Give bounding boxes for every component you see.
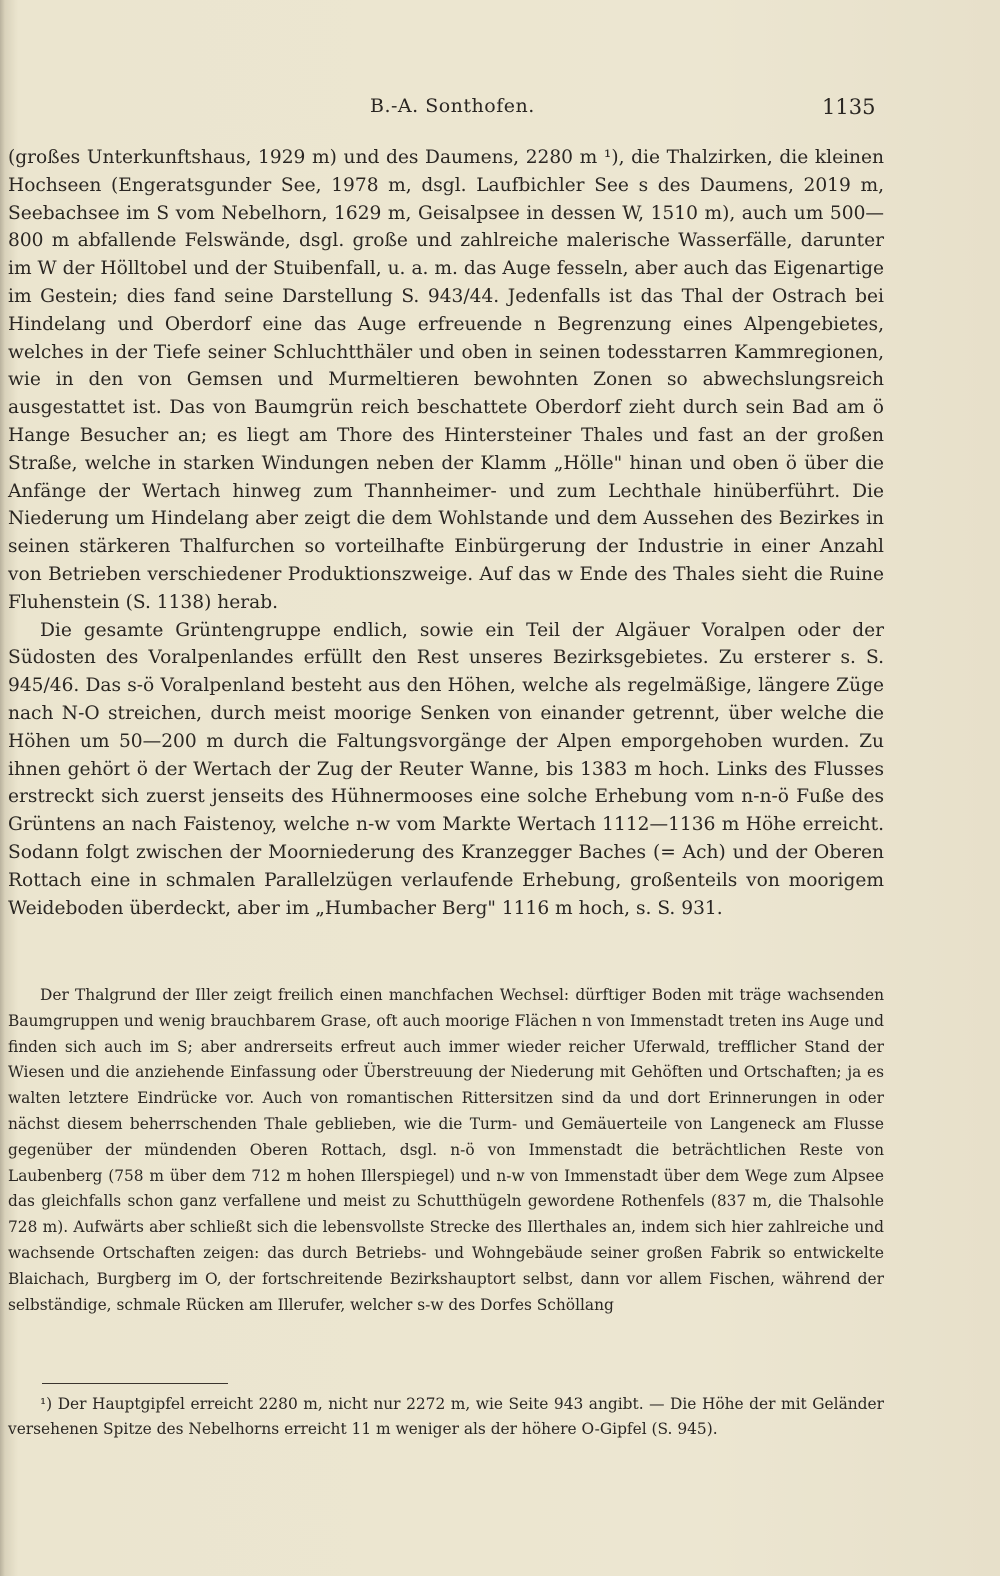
page-number: 1135: [822, 95, 876, 119]
page-header: [0, 95, 1000, 125]
footnote-divider: [42, 1383, 228, 1384]
footnote: [8, 1392, 884, 1442]
paragraph-1: (großes Unterkunftshaus, 1929 m) und des Daumens, 2280 m ¹), die Thalzirken, die kleinen Hochseen (Engeratsgunder See, 1978 m, dsgl. Laufbichler See s des Daumens, 2019 m, Seebachsee im S vom Nebelhorn, 1629 m, Geisalpsee in dessen W, 1510 m), auch um 500—800 m abfallende Felswände, dsgl. große und zahlreiche malerische Wasserfälle, darunter im W der Hölltobel und der Stuibenfall, u. a. m. das Auge fesseln, aber auch das Eigenartige im Gestein; dies fand seine Darstellung S. 943/44. Jedenfalls ist das Thal der Ostrach bei Hindelang und Oberdorf eine das Auge erfreuende n Begrenzung eines Alpengebietes, welches in der Tiefe seiner Schluchtthäler und oben in seinen todesstarren Kammregionen, wie in den von Gemsen und Murmeltieren bewohnten Zonen so abwechslungsreich ausgestattet ist. Das von Baumgrün reich beschattete Oberdorf zieht durch sein Bad am ö Hange Besucher an; es liegt am Thore des Hintersteiner Thales und fast an der großen Straße, welche in starken Windungen neben der Klamm „Hölle" hinan und oben ö über die Anfänge der Wertach hinweg zum Thannheimer- und zum Lechthale hinüberführt. Die Niederung um Hindelang aber zeigt die dem Wohlstande und dem Aussehen des Bezirkes in seinen stärkeren Thalfurchen so vorteilhafte Einbürgerung der Industrie in einer Anzahl von Betrieben verschiedener Produktionszweige. Auf das w Ende des Thales sieht die Ruine Fluhenstein (S. 1138) herab.: [8, 147, 884, 613]
running-title: B.-A. Sonthofen.: [370, 95, 535, 117]
footnote-text: ¹) Der Hauptgipfel erreicht 2280 m, nicht nur 2272 m, wie Seite 943 angibt. — Die Höhe der mit Geländer versehenen Spitze des Nebelhorns erreicht 11 m weniger als der höhere O-Gipfel (S. 945).: [8, 1395, 884, 1438]
paragraph-3: Der Thalgrund der Iller zeigt freilich einen manchfachen Wechsel: dürftiger Boden mit träge wachsenden Baumgruppen und wenig brauchbarem Grase, oft auch moorige Flächen n von Immenstadt treten ins Auge und finden sich auch im S; aber andrerseits erfreut auch immer wieder reicher Uferwald, trefflicher Stand der Wiesen und die anziehende Einfassung oder Überstreuung der Niederung mit Gehöften und Ortschaften; ja es walten letztere Eindrücke vor. Auch von romantischen Rittersitzen sind da und dort Erinnerungen in oder nächst diesem beherrschenden Thale geblieben, wie die Turm- und Gemäuerteile von Langeneck am Flusse gegenüber der mündenden Oberen Rottach, dsgl. n-ö von Immenstadt die beträchtlichen Reste von Laubenberg (758 m über dem 712 m hohen Illerspiegel) und n-w von Immenstadt über dem Wege zum Alpsee das gleichfalls schon ganz verfallene und meist zu Schutthügeln gewordene Rothenfels (837 m, die Thalsohle 728 m). Aufwärts aber schließt sich die lebensvollste Strecke des Illerthales an, indem sich hier zahlreiche und wachsende Ortschaften zeigen: das durch Betriebs- und Wohngebäude seiner großen Fabrik so entwickelte Blaichach, Burgberg im O, der fortschreitende Bezirkshauptort selbst, dann vor allem Fischen, während der selbständige, schmale Rücken am Illerufer, welcher s-w des Dorfes Schöllang: [8, 986, 884, 1314]
paragraph-2: Die gesamte Grüntengruppe endlich, sowie ein Teil der Algäuer Voralpen oder der Südosten des Voralpenlandes erfüllt den Rest unseres Bezirksgebietes. Zu ersterer s. S. 945/46. Das s-ö Voralpenland besteht aus den Höhen, welche als regelmäßige, längere Züge nach N-O streichen, durch meist moorige Senken von einander getrennt, über welche die Höhen um 50—200 m durch die Faltungsvorgänge der Alpen emporgehoben wurden. Zu ihnen gehört ö der Wertach der Zug der Reuter Wanne, bis 1383 m hoch. Links des Flusses erstreckt sich zuerst jenseits des Hühnermooses eine solche Erhebung vom n-n-ö Fuße des Grüntens an nach Faistenoy, welche n-w vom Markte Wertach 1112—1136 m Höhe erreicht. Sodann folgt zwischen der Moorniederung des Kranzegger Baches (= Ach) und der Oberen Rottach eine in schmalen Parallelzügen verlaufende Erhebung, großenteils von moorigem Weideboden überdeckt, aber im „Humbacher Berg" 1116 m hoch, s. S. 931.: [8, 619, 884, 919]
small-print-section: [8, 983, 884, 1318]
main-text: [8, 144, 884, 922]
